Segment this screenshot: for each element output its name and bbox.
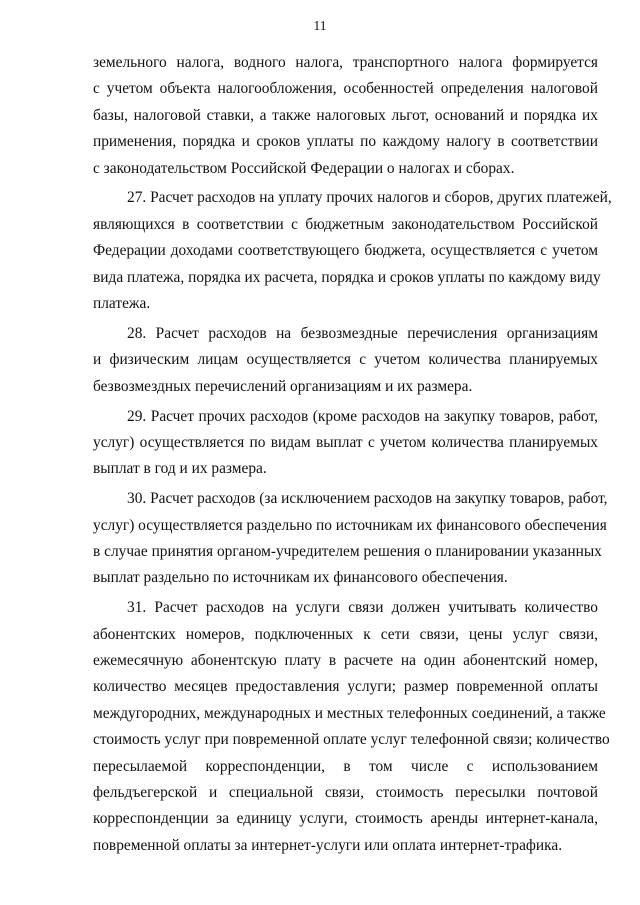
text-line: услуг) осуществляется раздельно по источникам их финансового обеспечения (93, 516, 607, 534)
text-line: безвозмездных перечислений организациям и их размера. (93, 377, 473, 395)
text-line: 27. Расчет расходов на уплату прочих налогов и сборов, других платежей, (127, 189, 612, 207)
text-line: услуг) осуществляется по видам выплат с учетом количества планируемых (93, 433, 598, 451)
text-line: выплат раздельно по источникам их финансового обеспечения. (93, 569, 508, 587)
text-line: пересылаемой корреспонденции, в том числе с использованием (93, 757, 598, 775)
text-line: повременной оплаты за интернет-услуги или оплата интернет-трафика. (93, 836, 563, 854)
text-line: количество месяцев предоставления услуги; размер повременной оплаты (93, 678, 598, 696)
paragraph-27 (93, 185, 612, 317)
text-line: земельного налога, водного налога, транспортного налога формируется (93, 54, 598, 71)
text-line: 30. Расчет расходов (за исключением расходов на закупку товаров, работ, (127, 490, 608, 508)
text-line: в случае принятия органом-учредителем решения о планировании указанных (93, 543, 602, 561)
text-line: Федерации доходами соответствующего бюджета, осуществляется с учетом (93, 242, 598, 260)
text-line: фельдъегерской и специальной связи, стоимость пересылки почтовой (93, 784, 598, 802)
text-line: являющихся в соответствии с бюджетным законодательством Российской (93, 215, 598, 233)
text-line: с законодательством Российской Федерации о налогах и сборах. (93, 159, 515, 177)
text-line: корреспонденции за единицу услуги, стоимость аренды интернет-канала, (93, 810, 598, 828)
page-number: 11 (313, 18, 327, 33)
text-line: выплат в год и их размера. (93, 460, 267, 478)
text-line: абонентских номеров, подключенных к сети связи, цены услуг связи, (93, 625, 598, 643)
text-line: и физическим лицам осуществляется с учетом количества планируемых (93, 351, 598, 369)
paragraph-continuation (93, 50, 598, 182)
text-line: междугородних, международных и местных телефонных соединений, а также (93, 704, 606, 722)
paragraph-28 (93, 321, 598, 400)
paragraph-31 (93, 595, 610, 859)
text-line: вида платежа, порядка их расчета, порядка и сроков уплаты по каждому виду (93, 268, 601, 286)
text-line: 28. Расчет расходов на безвозмездные перечисления организациям (127, 324, 598, 342)
text-line: применения, порядка и сроков уплаты по каждому налогу в соответствии (93, 133, 598, 151)
text-line: базы, налоговой ставки, а также налоговых льгот, оснований и порядка их (93, 106, 598, 124)
document-body (93, 50, 612, 859)
paragraph-29 (93, 404, 598, 483)
text-line: 29. Расчет прочих расходов (кроме расходов на закупку товаров, работ, (127, 407, 598, 425)
text-line: платежа. (93, 295, 151, 313)
text-line: 31. Расчет расходов на услуги связи должен учитывать количество (127, 599, 598, 617)
text-line: с учетом объекта налогообложения, особенностей определения налоговой (93, 80, 598, 98)
text-line: стоимость услуг при повременной оплате услуг телефонной связи; количество (93, 731, 610, 749)
paragraph-30 (93, 486, 608, 592)
text-line: ежемесячную абонентскую плату в расчете на один абонентский номер, (93, 652, 598, 670)
